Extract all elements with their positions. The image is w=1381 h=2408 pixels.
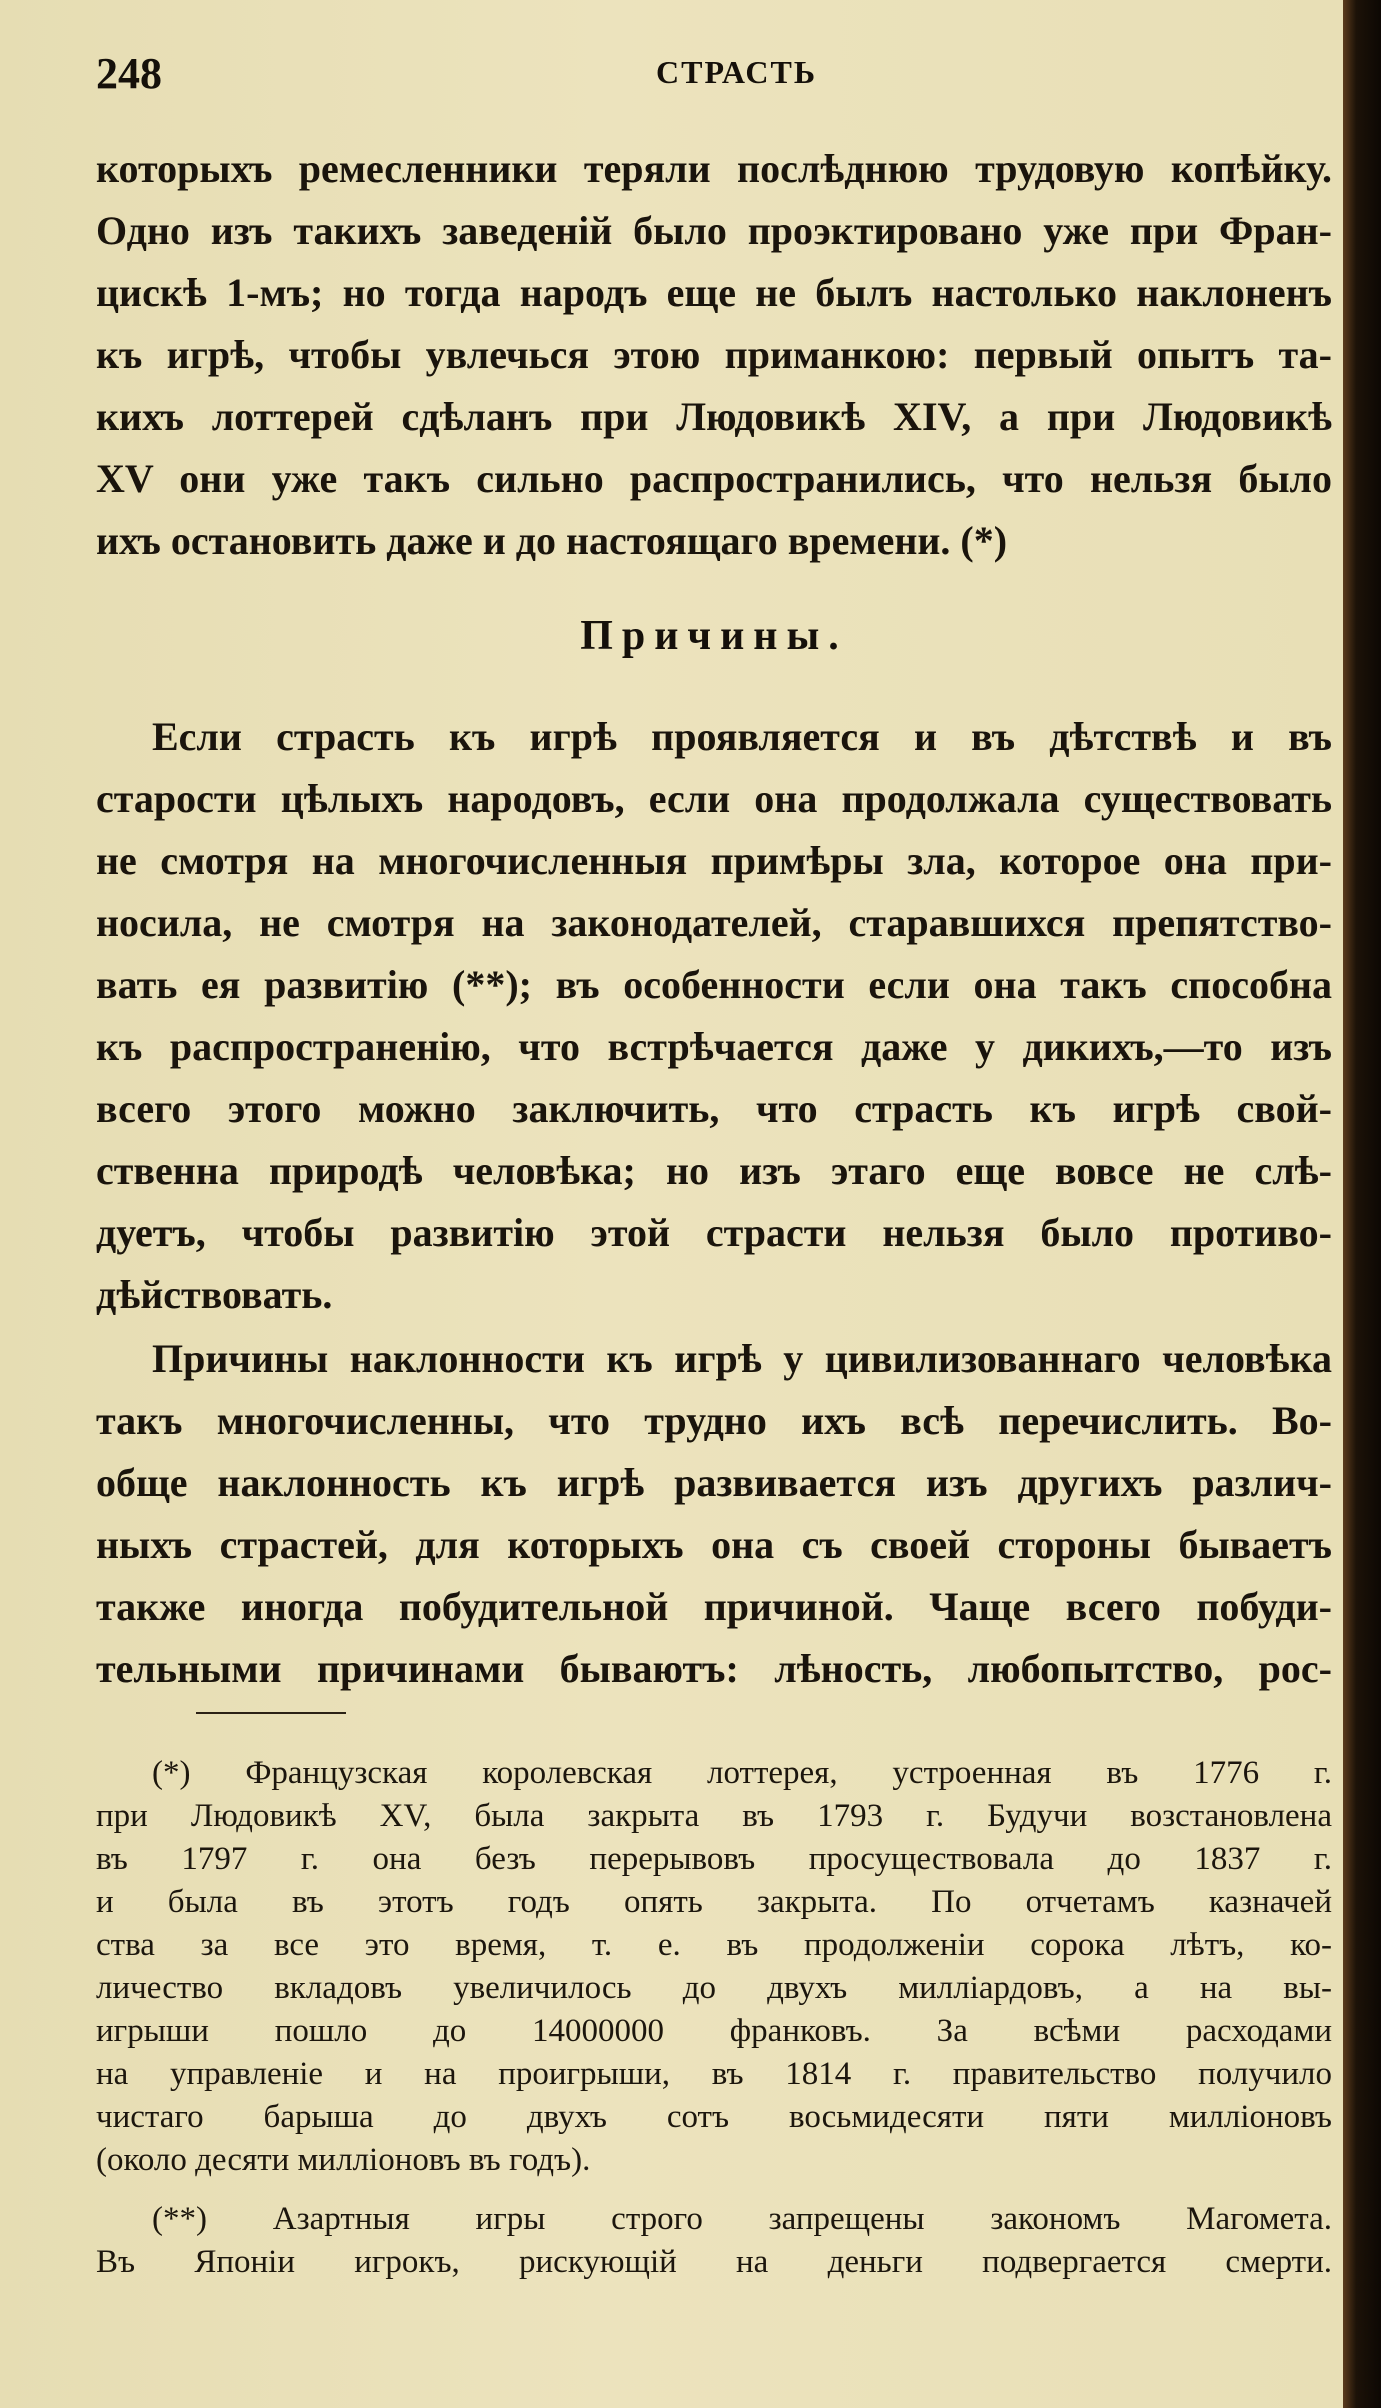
- paragraph-2: [96, 706, 1332, 1326]
- text-line: Одно изъ такихъ заведеній было проэктировано уже при Фран-: [96, 208, 1332, 253]
- section-title: Причины.: [580, 613, 848, 659]
- footnote-line: въ 1797 г. она безъ перерывовъ просуществовала до 1837 г.: [96, 1841, 1332, 1877]
- footnote-line: (около десяти милліоновъ въ годъ).: [96, 2142, 591, 2178]
- footnote-line: игрыши пошло до 14000000 франковъ. За всѣми расходами: [96, 2013, 1332, 2049]
- text-line: къ распространенію, что встрѣчается даже у дикихъ,—то изъ: [96, 1024, 1332, 1069]
- text-line: ныхъ страстей, для которыхъ она съ своей стороны бываетъ: [96, 1522, 1332, 1567]
- footnote-line: (**) Азартныя игры строго запрещены закономъ Магомета.: [152, 2201, 1332, 2237]
- text-line: которыхъ ремесленники теряли послѣднюю трудовую копѣйку.: [96, 146, 1332, 191]
- page-number: 248: [96, 49, 162, 98]
- footnote-2: [96, 2198, 1332, 2284]
- paragraph-1: [96, 138, 1332, 572]
- footnote-line: Въ Японіи игрокъ, рискующій на деньги подвергается смерти.: [96, 2244, 1332, 2280]
- text-line: обще наклонность къ игрѣ развивается изъ другихъ различ-: [96, 1460, 1332, 1505]
- text-line: ихъ остановить даже и до настоящаго времени. (*): [96, 518, 1008, 563]
- text-line: цискѣ 1-мъ; но тогда народъ еще не былъ настолько наклоненъ: [96, 270, 1332, 315]
- text-line: кихъ лоттерей сдѣланъ при Людовикѣ XIV, а при Людовикѣ: [96, 394, 1332, 439]
- text-line: ственна природѣ человѣка; но изъ этаго еще вовсе не слѣ-: [96, 1148, 1332, 1193]
- footnote-line: при Людовикѣ XV, была закрыта въ 1793 г. Будучи возстановлена: [96, 1798, 1332, 1834]
- footnote-line: ства за все это время, т. е. въ продолженіи сорока лѣтъ, ко-: [96, 1927, 1332, 1963]
- footnote-1: [96, 1752, 1332, 2182]
- text-line: всего этого можно заключить, что страсть къ игрѣ свой-: [96, 1086, 1332, 1131]
- text-line: вать ея развитію (**); въ особенности если она такъ способна: [96, 962, 1332, 1007]
- text-line: Причины наклонности къ игрѣ у цивилизованнаго человѣка: [152, 1336, 1332, 1381]
- text-line: Если страсть къ игрѣ проявляется и въ дѣтствѣ и въ: [152, 714, 1332, 759]
- page-header: [96, 48, 1332, 100]
- text-line: дѣйствовать.: [96, 1272, 333, 1317]
- footnote-line: на управленіе и на проигрыши, въ 1814 г. правительство получило: [96, 2056, 1332, 2092]
- text-line: старости цѣлыхъ народовъ, если она продолжала существовать: [96, 776, 1332, 821]
- text-line: также иногда побудительной причиной. Чаще всего побуди-: [96, 1584, 1332, 1629]
- text-line: не смотря на многочисленныя примѣры зла, которое она при-: [96, 838, 1332, 883]
- footnote-rule: [196, 1712, 346, 1714]
- text-line: XV они уже такъ сильно распространились, что нельзя было: [96, 456, 1332, 501]
- footnote-line: и была въ этотъ годъ опять закрыта. По отчетамъ казначей: [96, 1884, 1332, 1920]
- text-line: такъ многочисленны, что трудно ихъ всѣ перечислить. Во-: [96, 1398, 1332, 1443]
- text-line: дуетъ, чтобы развитію этой страсти нельзя было противо-: [96, 1210, 1332, 1255]
- paragraph-3: [96, 1328, 1332, 1700]
- text-line: тельными причинами бываютъ: лѣность, любопытство, рос-: [96, 1646, 1332, 1691]
- text-line: носила, не смотря на законодателей, старавшихся препятство-: [96, 900, 1332, 945]
- footnote-line: личество вкладовъ увеличилось до двухъ милліардовъ, а на вы-: [96, 1970, 1332, 2006]
- book-binding-shadow: [1343, 0, 1381, 2408]
- text-line: къ игрѣ, чтобы увлечься этою приманкою: первый опытъ та-: [96, 332, 1332, 377]
- running-head: СТРАСТЬ: [656, 54, 818, 90]
- footnote-line: чистаго барыша до двухъ сотъ восьмидесяти пяти милліоновъ: [96, 2099, 1332, 2135]
- footnote-line: (*) Французская королевская лоттерея, устроенная въ 1776 г.: [152, 1755, 1332, 1791]
